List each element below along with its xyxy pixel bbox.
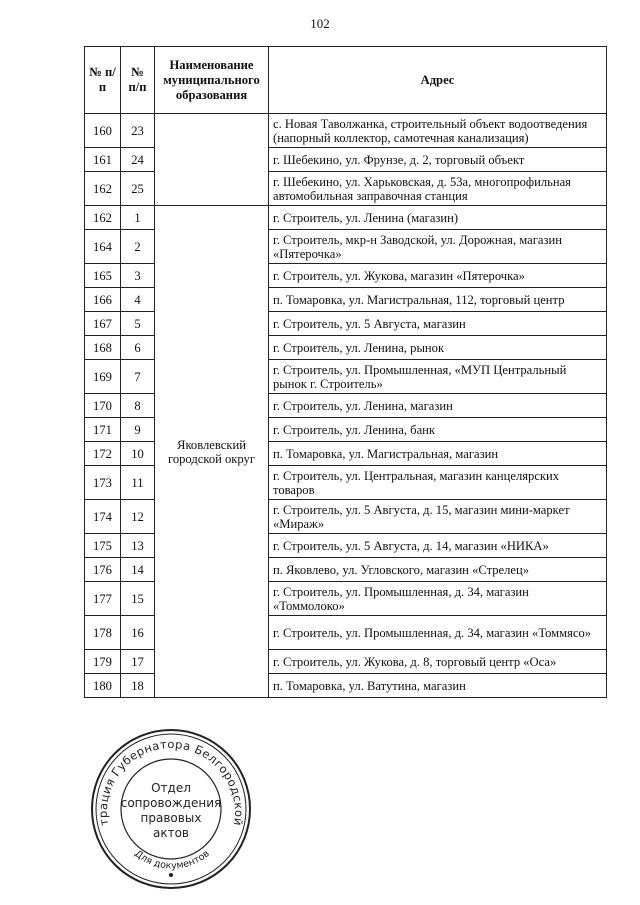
address-cell: г. Строитель, ул. 5 Августа, д. 14, магазин «НИКА»	[269, 534, 607, 558]
stamp-line-2: сопровождения	[120, 796, 222, 810]
address-cell: г. Строитель, ул. Жукова, д. 8, торговый центр «Оса»	[269, 650, 607, 674]
address-cell: г. Строитель, ул. Промышленная, д. 34, магазин «Томмолоко»	[269, 582, 607, 616]
group-row-number: 18	[121, 674, 155, 698]
header-municipality: Наименование муниципального образования	[155, 47, 269, 114]
group-row-number: 1	[121, 206, 155, 230]
address-cell: г. Строитель, ул. Ленина, рынок	[269, 336, 607, 360]
official-stamp	[90, 728, 252, 890]
group-row-number: 7	[121, 360, 155, 394]
row-number: 180	[85, 674, 121, 698]
table-header-row	[85, 47, 607, 114]
group-row-number: 13	[121, 534, 155, 558]
row-number: 175	[85, 534, 121, 558]
group-row-number: 2	[121, 230, 155, 264]
municipality-cell	[155, 114, 269, 206]
page-number: 102	[310, 16, 330, 31]
row-number: 162	[85, 172, 121, 206]
address-cell: г. Строитель, ул. Ленина, банк	[269, 418, 607, 442]
row-number: 167	[85, 312, 121, 336]
header-group-row-number: № п/п	[121, 47, 155, 114]
group-row-number: 25	[121, 172, 155, 206]
address-cell: г. Строитель, ул. Промышленная, «МУП Центральный рынок г. Строитель»	[269, 360, 607, 394]
address-cell: г. Строитель, ул. 5 Августа, магазин	[269, 312, 607, 336]
group-row-number: 16	[121, 616, 155, 650]
group-row-number: 12	[121, 500, 155, 534]
row-number: 165	[85, 264, 121, 288]
header-row-number: № п/п	[85, 47, 121, 114]
address-cell: п. Томаровка, ул. Ватутина, магазин	[269, 674, 607, 698]
stamp-ring-text: трация Губернатора Белгородской	[95, 737, 247, 827]
row-number: 177	[85, 582, 121, 616]
row-number: 179	[85, 650, 121, 674]
row-number: 168	[85, 336, 121, 360]
row-number: 170	[85, 394, 121, 418]
stamp-line-4: актов	[152, 826, 190, 840]
row-number: 176	[85, 558, 121, 582]
row-number: 164	[85, 230, 121, 264]
table-body	[85, 114, 607, 698]
address-cell: г. Шебекино, ул. Фрунзе, д. 2, торговый объект	[269, 148, 607, 172]
addresses-table	[84, 46, 607, 698]
row-number: 174	[85, 500, 121, 534]
group-row-number: 9	[121, 418, 155, 442]
address-cell: п. Яковлево, ул. Угловского, магазин «Стрелец»	[269, 558, 607, 582]
row-number: 178	[85, 616, 121, 650]
row-number: 171	[85, 418, 121, 442]
row-number: 162	[85, 206, 121, 230]
header-address: Адрес	[269, 47, 607, 114]
address-cell: п. Томаровка, ул. Магистральная, магазин	[269, 442, 607, 466]
row-number: 173	[85, 466, 121, 500]
group-row-number: 14	[121, 558, 155, 582]
table-row	[85, 114, 607, 148]
address-cell: г. Строитель, ул. Центральная, магазин канцелярских товаров	[269, 466, 607, 500]
address-cell: г. Строитель, ул. Жукова, магазин «Пятерочка»	[269, 264, 607, 288]
address-cell: г. Шебекино, ул. Харьковская, д. 53а, многопрофильная автомобильная заправочная станция	[269, 172, 607, 206]
group-row-number: 10	[121, 442, 155, 466]
address-cell: г. Строитель, ул. 5 Августа, д. 15, магазин мини-маркет «Мираж»	[269, 500, 607, 534]
group-row-number: 3	[121, 264, 155, 288]
group-row-number: 4	[121, 288, 155, 312]
stamp-line-3: правовых	[140, 811, 202, 825]
group-row-number: 8	[121, 394, 155, 418]
address-cell: г. Строитель, ул. Ленина (магазин)	[269, 206, 607, 230]
address-cell: г. Строитель, ул. Ленина, магазин	[269, 394, 607, 418]
group-row-number: 6	[121, 336, 155, 360]
row-number: 169	[85, 360, 121, 394]
row-number: 172	[85, 442, 121, 466]
address-cell: с. Новая Таволжанка, строительный объект водоотведения (напорный коллектор, самотечная канализация)	[269, 114, 607, 148]
address-cell: г. Строитель, ул. Промышленная, д. 34, магазин «Томмясо»	[269, 616, 607, 650]
row-number: 160	[85, 114, 121, 148]
stamp-line-1: Отдел	[151, 781, 191, 795]
municipality-cell: Яковлевский городской округ	[155, 206, 269, 698]
group-row-number: 24	[121, 148, 155, 172]
group-row-number: 5	[121, 312, 155, 336]
group-row-number: 11	[121, 466, 155, 500]
table-row	[85, 206, 607, 230]
stamp-bottom-text: Для документов	[132, 848, 212, 872]
row-number: 161	[85, 148, 121, 172]
row-number: 166	[85, 288, 121, 312]
group-row-number: 17	[121, 650, 155, 674]
group-row-number: 23	[121, 114, 155, 148]
address-cell: г. Строитель, мкр-н Заводской, ул. Дорожная, магазин «Пятерочка»	[269, 230, 607, 264]
group-row-number: 15	[121, 582, 155, 616]
address-cell: п. Томаровка, ул. Магистральная, 112, торговый центр	[269, 288, 607, 312]
